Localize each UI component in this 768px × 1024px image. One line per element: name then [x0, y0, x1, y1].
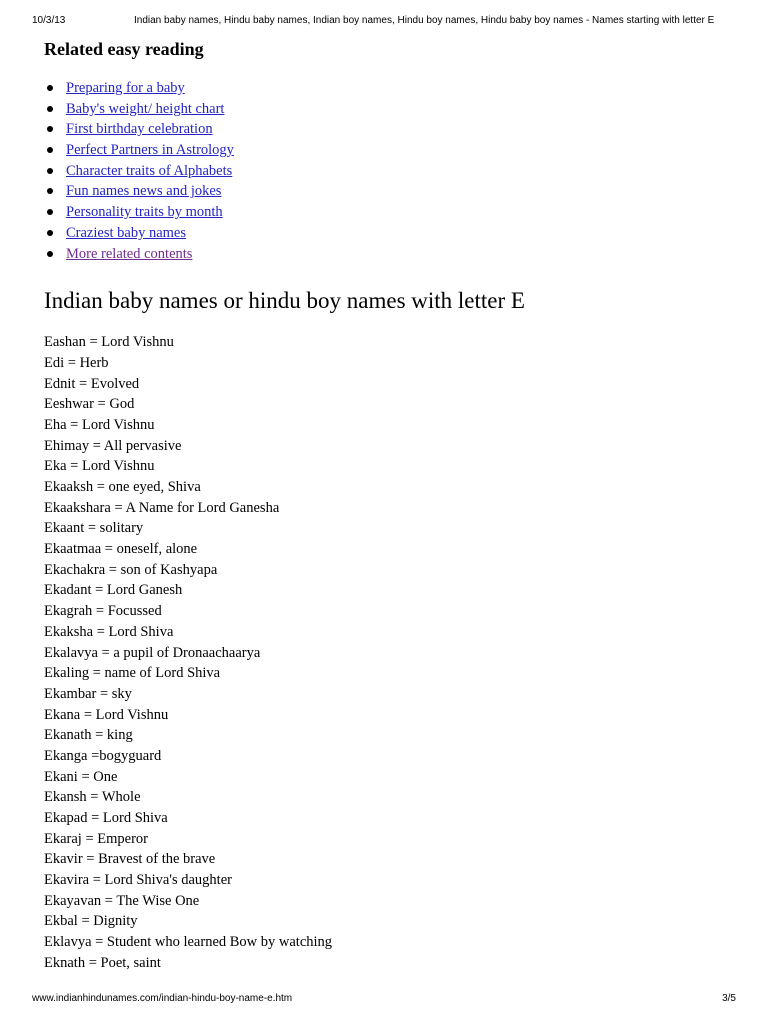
related-link-item [66, 244, 744, 265]
name-entry: Ekavira = Lord Shiva's daughter [44, 872, 232, 889]
name-entry: Ekani = One [44, 768, 118, 785]
name-entry: Ekapad = Lord Shiva [44, 810, 168, 826]
name-entry: Ednit = Evolved [44, 375, 140, 392]
name-entry: Eeshwar = God [44, 396, 135, 413]
name-entry: Ekalavya = a pupil of Dronaachaarya [44, 644, 261, 661]
weight-height-chart-link[interactable]: Baby's weight/ height chart [66, 100, 225, 117]
name-entry: Ekaant = solitary [44, 520, 144, 537]
related-link-item [66, 223, 744, 244]
name-entry: Ekansh = Whole [44, 789, 141, 806]
name-entry: Ekambar = sky [44, 685, 132, 702]
name-entry: Ekana = Lord Vishnu [44, 706, 169, 723]
first-birthday-link[interactable]: First birthday celebration [66, 121, 213, 138]
related-link-item [66, 78, 744, 99]
astrology-partners-link[interactable]: Perfect Partners in Astrology [66, 142, 234, 159]
page-number: 3/5 [722, 993, 736, 1004]
name-entry: Eklavya = Student who learned Bow by watching [44, 934, 333, 951]
print-url: www.indianhindunames.com/indian-hindu-boy-name-e.htm [32, 993, 293, 1004]
bullet-icon [47, 209, 53, 215]
names-section-title: Indian baby names or hindu boy names with letter E [44, 288, 525, 314]
name-entry: Ekaakshara = A Name for Lord Ganesha [44, 499, 280, 516]
name-entry: Ekaraj = Emperor [44, 830, 148, 847]
fun-names-link[interactable]: Fun names news and jokes [66, 183, 222, 200]
bullet-icon [47, 168, 53, 174]
related-reading-heading: Related easy reading [44, 39, 204, 59]
alphabet-traits-link[interactable]: Character traits of Alphabets [66, 162, 233, 179]
name-entry: Ekbal = Dignity [44, 913, 138, 930]
name-entry: Eha = Lord Vishnu [44, 416, 155, 433]
name-entry: Ehimay = All pervasive [44, 437, 182, 454]
related-link-item [66, 119, 744, 140]
name-entry: Ekachakra = son of Kashyapa [44, 561, 218, 578]
names-list [44, 332, 744, 973]
name-entry: Eashan = Lord Vishnu [44, 334, 174, 351]
related-link-item [66, 140, 744, 161]
bullet-icon [47, 106, 53, 112]
name-entry: Ekanga =bogyguard [44, 747, 162, 764]
preparing-for-baby-link[interactable]: Preparing for a baby [66, 80, 185, 96]
name-entry: Ekaling = name of Lord Shiva [44, 665, 221, 682]
related-link-item [66, 161, 744, 182]
bullet-icon [47, 126, 53, 132]
name-entry: Ekagrah = Focussed [44, 603, 162, 620]
related-link-item [66, 99, 744, 120]
related-links-list [44, 78, 744, 264]
more-related-link[interactable]: More related contents [66, 245, 193, 262]
name-entry: Edi = Herb [44, 354, 109, 371]
bullet-icon [47, 230, 53, 236]
name-entry: Ekavir = Bravest of the brave [44, 851, 216, 868]
name-entry: Ekadant = Lord Ganesh [44, 582, 183, 599]
bullet-icon [47, 147, 53, 153]
name-entry: Ekaaksh = one eyed, Shiva [44, 479, 201, 495]
print-date: 10/3/13 [32, 15, 66, 26]
personality-by-month-link[interactable]: Personality traits by month [66, 204, 223, 221]
bullet-icon [47, 188, 53, 194]
related-link-item [66, 202, 744, 223]
bullet-icon [47, 251, 53, 257]
name-entry: Ekanath = king [44, 727, 133, 744]
name-entry: Eknath = Poet, saint [44, 954, 161, 971]
craziest-names-link[interactable]: Craziest baby names [66, 224, 186, 241]
bullet-icon [47, 85, 53, 91]
name-entry: Eka = Lord Vishnu [44, 458, 155, 475]
name-entry: Ekaatmaa = oneself, alone [44, 541, 198, 558]
name-entry: Ekaksha = Lord Shiva [44, 623, 174, 640]
related-link-item [66, 181, 744, 202]
page-content [44, 37, 744, 974]
name-entry: Ekayavan = The Wise One [44, 892, 200, 909]
print-page-title: Indian baby names, Hindu baby names, Indian boy names, Hindu boy names, Hindu baby boy names - Names starting with letter E [134, 15, 715, 26]
